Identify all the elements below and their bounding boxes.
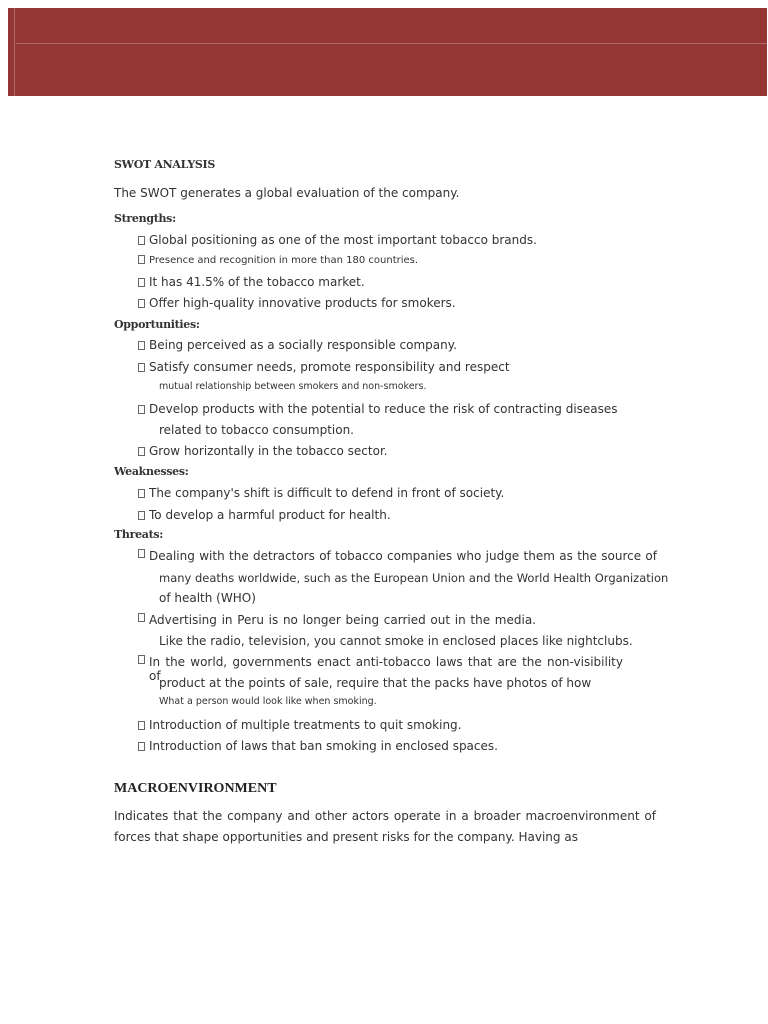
threat-text: Introduction of multiple treatments to quit smoking. [149, 718, 462, 732]
opportunity-continuation: related to tobacco consumption. [159, 423, 354, 437]
weakness-item [138, 508, 391, 522]
strength-text: Global positioning as one of the most important tobacco brands. [149, 233, 537, 247]
threat-item [138, 613, 536, 627]
checkbox-bullet-icon [138, 341, 145, 350]
macroenvironment-line: Indicates that the company and other actors operate in a broader macroenvironment of [114, 809, 656, 823]
threat-continuation: of health (WHO) [159, 591, 256, 605]
threat-continuation: What a person would look like when smoking. [159, 696, 377, 707]
threats-heading: Threats: [114, 528, 164, 541]
checkbox-bullet-icon [138, 447, 145, 456]
checkbox-bullet-icon [138, 236, 145, 245]
threat-text: Advertising in Peru is no longer being carried out in the media. [149, 613, 536, 627]
opportunities-heading: Opportunities: [114, 318, 200, 331]
checkbox-bullet-icon [138, 742, 145, 751]
strength-item [138, 255, 418, 266]
threat-continuation: Like the radio, television, you cannot smoke in enclosed places like nightclubs. [159, 634, 633, 648]
opportunity-text: Develop products with the potential to reduce the risk of contracting diseases [149, 402, 618, 416]
strength-text: It has 41.5% of the tobacco market. [149, 275, 365, 289]
intro-text: The SWOT generates a global evaluation of the company. [114, 186, 460, 200]
checkbox-bullet-icon [138, 549, 145, 558]
opportunity-text: Grow horizontally in the tobacco sector. [149, 444, 388, 458]
checkbox-bullet-icon [138, 299, 145, 308]
strength-text: Presence and recognition in more than 180 countries. [149, 255, 419, 266]
checkbox-bullet-icon [138, 721, 145, 730]
header-banner [8, 8, 767, 96]
opportunity-item [138, 338, 457, 352]
weakness-text: To develop a harmful product for health. [149, 508, 391, 522]
threat-item [138, 739, 498, 753]
threat-continuation: many deaths worldwide, such as the European Union and the World Health Organization [159, 571, 669, 585]
opportunity-item [138, 360, 510, 374]
banner-horizontal-rule [16, 43, 767, 44]
checkbox-bullet-icon [138, 255, 145, 264]
threat-text: Dealing with the detractors of tobacco companies who judge them as the source of [149, 549, 657, 563]
checkbox-bullet-icon [138, 511, 145, 520]
checkbox-bullet-icon [138, 489, 145, 498]
threat-text: Introduction of laws that ban smoking in enclosed spaces. [149, 739, 498, 753]
section-title: SWOT ANALYSIS [114, 158, 216, 171]
macroenvironment-heading: MACROENVIRONMENT [114, 781, 277, 796]
strength-text: Offer high-quality innovative products for smokers. [149, 296, 456, 310]
banner-vertical-rule [14, 8, 15, 96]
checkbox-bullet-icon [138, 363, 145, 372]
strengths-heading: Strengths: [114, 212, 176, 225]
macroenvironment-line: forces that shape opportunities and present risks for the company. Having as [114, 830, 578, 844]
checkbox-bullet-icon [138, 655, 145, 664]
checkbox-bullet-icon [138, 613, 145, 622]
strength-item [138, 275, 365, 289]
opportunity-text: Satisfy consumer needs, promote responsibility and respect [149, 360, 510, 374]
threat-continuation: product at the points of sale, require that the packs have photos of how [159, 676, 592, 690]
threat-item [138, 718, 462, 732]
opportunity-item [138, 402, 618, 416]
weakness-text: The company's shift is difficult to defend in front of society. [149, 486, 505, 500]
checkbox-bullet-icon [138, 278, 145, 287]
opportunity-item [138, 444, 388, 458]
strength-item [138, 233, 537, 247]
strength-item [138, 296, 456, 310]
weakness-item [138, 486, 504, 500]
threat-item [138, 549, 657, 563]
opportunity-continuation: mutual relationship between smokers and non-smokers. [159, 381, 427, 392]
weaknesses-heading: Weaknesses: [114, 465, 189, 478]
checkbox-bullet-icon [138, 405, 145, 414]
opportunity-text: Being perceived as a socially responsible company. [149, 338, 457, 352]
threat-text: In the world, governments enact anti-tobacco laws that are the non-visibility of [149, 655, 623, 683]
